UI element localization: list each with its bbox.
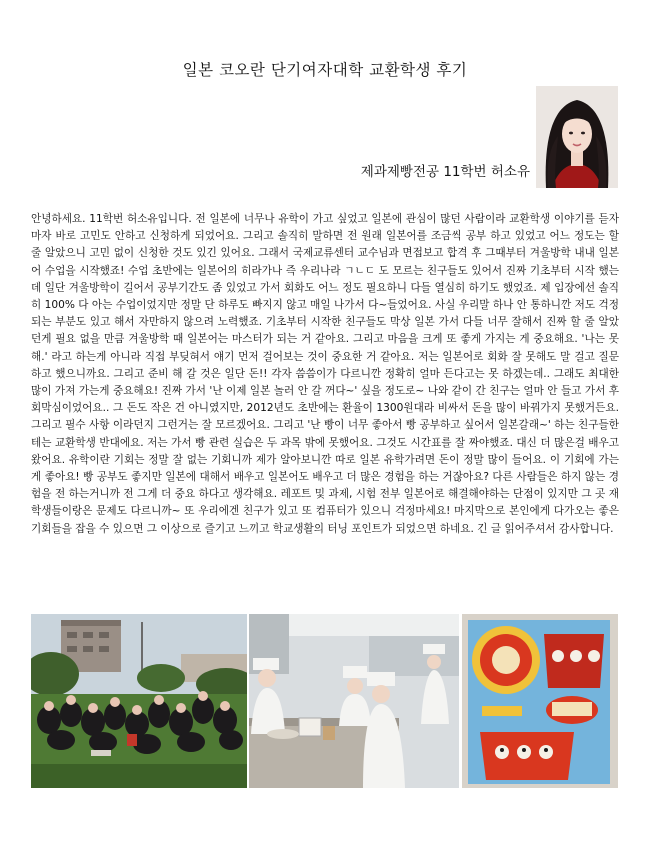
author-byline: 제과제빵전공 11학번 허소유	[360, 164, 530, 180]
author-portrait-photo	[536, 86, 618, 188]
handmade-card-photo	[462, 614, 618, 788]
essay-body: 안녕하세요. 11학번 허소유입니다. 전 일본에 너무나 유학이 가고 싶었고 일본에 관심이 많던 사람이라 교환학생 이야기를 듣자마자 바로 고민도 안하고 신청하게 되었어요. 그리고 솔직히 말하면 전 원래 일본어를 조금씩 공부 하고 있었고 어느 정도는 할 줄 알았으니 고민 없이 신청한 것도 있긴 있어요. 그래서 국제교류센터 교수님과 면접보고 합격 후 그때부터 겨울방학 내내 일본어 수업을 시작했죠! 수업 초반에는 일본어의 히라가나 즉 우리나라 ㄱㄴㄷ 도 모르는 친구들도 있어서 진짜 기초부터 시작 했는데 일단 겨울방학이 길어서 공부기간도 좀 있었고 가서 회화도 어느 정도 필요하니 다들 열심히 하기도 했었죠. 제 입장에선 솔직히 100% 다 아는 수업이었지만 정말 단 하루도 빠지지 않고 매일 나가서 다~들었어요. 사실 우리말 하나 안 통하니깐 저도 걱정되는 부분도 있고 해서 자만하지 않으려 노력했죠. 기초부터 시작한 친구들도 막상 일본 가서 다들 너무 잘해서 진짜 할 줄 알았던게 필요 없을 만큼 겨울방학 때 일본어는 마스터가 되는 거 같아요. 그리고 마음을 크게 또 좋게 가지는 게 중요해요. '나는 못 해.' 라고 하는게 아니라 직접 부딪혀서 얘기 먼저 걸어보는 것이 중요한 거 같아요. 저는 일본어로 회화 잘 못해도 말 걸고 질문하고 했으니까요. 그리고 준비 해 갈 것은 일단 돈!! 각자 씀씀이가 다르니깐 정확히 얼마 든다고는 못 하겠는데.. 그래도 최대한 많이 가져 가는게 중요해요! 진짜 가서 '난 이제 일본 놀러 안 갈 꺼다~' 싶을 정도로~ 나와 같이 간 친구는 얼마 안 들고 가서 후회막심이었어요.. 그 돈도 작은 건 아니였지만, 2012년도 초반에는 환율이 1300원대라 비싸서 돈을 많이 바꿔가지 못했거든요. 그리고 필수 사항 이라던지 그런거는 잘 모르겠어요. 그리고 '난 빵이 너무 좋아서 빵 공부하고 싶어서 일본갈래~' 하는 친구들한테는 교환학생 반대에요. 저는 가서 빵 관련 실습은 두 과목 밖에 못했어요. 그것도 시간표를 잘 짜야했죠. 대신 더 많은걸 배우고 왔어요. 유학이란 기회는 정말 잘 없는 기회니까 제가 알아보니깐 따로 일본 유학가려면 돈이 정말 많이 들어요. 이 기회에 가는 게 좋아요! 빵 공부도 좋지만 일본에 대해서 배우고 일본어도 배우고 더 많은 경험을 하는 거잖아요? 다른 사람들은 하지 않는 경험을 전 하는거니까 전 그게 더 중요 하다고 생각해요. 레포트 및 과제, 시험 전부 일본어로 해결해야하는 단점이 있지만 그 곳 재학생들이랑은 문제도 다르니까~ 또 우리에겐 친구가 있고 또 컴퓨터가 있으니 걱정마세요! 마지막으로 본인에게 다가오는 좋은 기회들을 잡을 수 있으면 그 이상으로 즐기고 느끼고 학교생활의 터닝 포인트가 되었으면 하네요. 긴 글 읽어주셔서 감사합니다.	[31, 213, 619, 535]
baking-class-photo	[249, 614, 459, 788]
document-title: 일본 코오란 단기여자대학 교환학생 후기	[182, 61, 468, 79]
group-photo	[31, 614, 247, 788]
